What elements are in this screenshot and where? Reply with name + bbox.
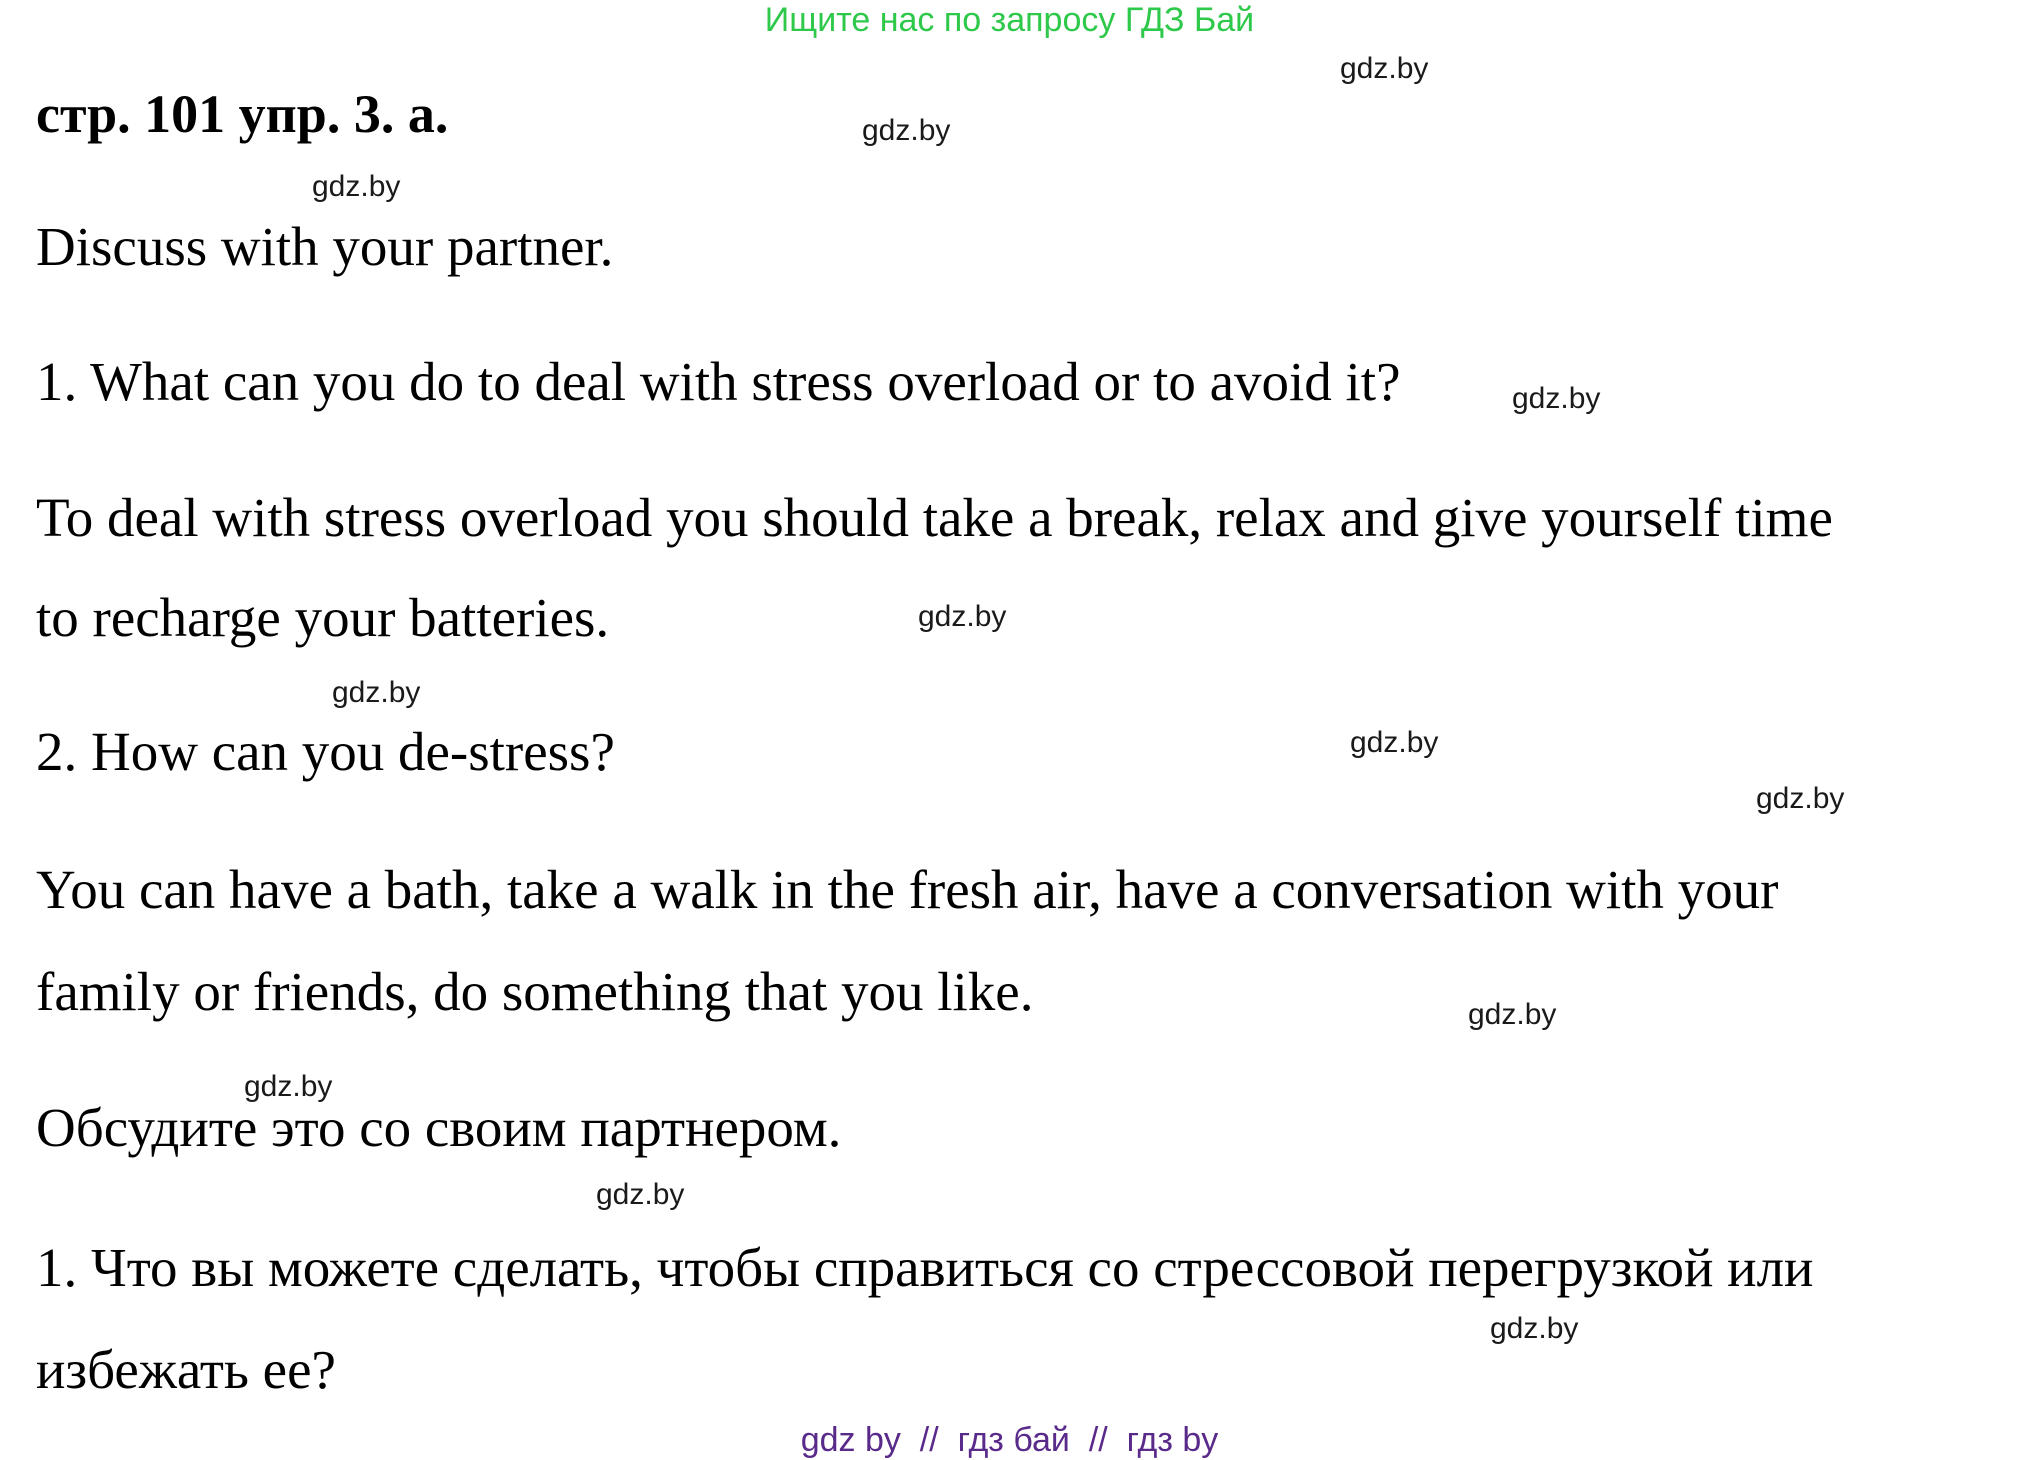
watermark: gdz.by xyxy=(918,600,1007,633)
prompt-line: Discuss with your partner. xyxy=(36,216,614,277)
watermark: gdz.by xyxy=(1340,52,1429,85)
russian-question-1-line-2: избежать ее? xyxy=(36,1339,336,1400)
watermark: gdz.by xyxy=(332,676,421,709)
russian-question-1-line-1: 1. Что вы можете сделать, чтобы справиться со стрессовой перегрузкой или xyxy=(36,1237,1814,1298)
page-heading: стр. 101 упр. 3. a. xyxy=(36,84,449,144)
russian-prompt: Обсудите это со своим партнером. xyxy=(36,1097,842,1158)
watermark: gdz.by xyxy=(862,114,951,147)
question-1: 1. What can you do to deal with stress overload or to avoid it? xyxy=(36,351,1401,412)
question-2: 2. How can you de-stress? xyxy=(36,721,615,782)
answer-1-line-2: to recharge your batteries. xyxy=(36,587,610,648)
watermark: gdz.by xyxy=(312,170,401,203)
watermark: gdz.by xyxy=(1468,998,1557,1031)
watermark: gdz.by xyxy=(596,1178,685,1211)
watermark: gdz.by xyxy=(1490,1312,1579,1345)
watermark: gdz.by xyxy=(244,1070,333,1103)
watermark: gdz.by xyxy=(1350,726,1439,759)
answer-2-line-1: You can have a bath, take a walk in the fresh air, have a conversation with your xyxy=(36,859,1779,920)
watermark: gdz.by xyxy=(1512,382,1601,415)
footer-watermark: gdz by // гдз бай // гдз by xyxy=(800,1421,1219,1459)
answer-2-line-2: family or friends, do something that you like. xyxy=(36,961,1034,1022)
top-banner: Ищите нас по запросу ГДЗ Бай xyxy=(764,1,1255,39)
watermark: gdz.by xyxy=(1756,782,1845,815)
answer-1-line-1: To deal with stress overload you should take a break, relax and give yourself time xyxy=(36,487,1833,548)
